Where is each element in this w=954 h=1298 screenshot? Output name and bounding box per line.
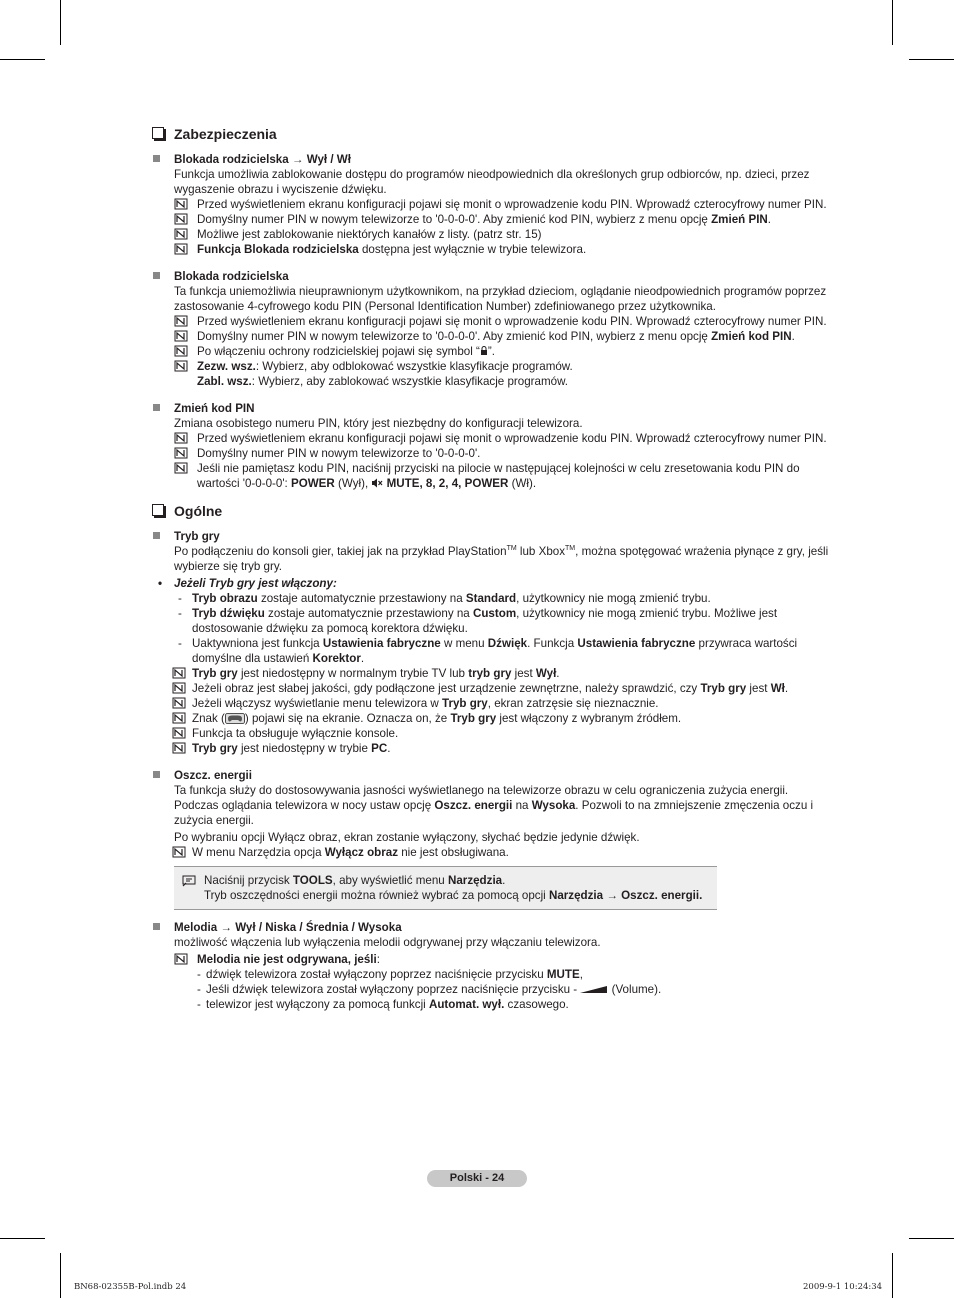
volume-icon <box>580 985 608 994</box>
note: W menu Narzędzia opcja Wyłącz obraz nie jest obsługiwana. <box>150 845 830 860</box>
note: Przed wyświetleniem ekranu konfiguracji pojawi się monit o wprowadzenie kodu PIN. Wprowadź czterocyfrowy numer PIN. <box>150 431 830 446</box>
tools-tip-box: Naciśnij przycisk TOOLS, aby wyświetlić menu Narzędzia. Tryb oszczędności energii można również wybrać za pomocą opcji Narzędzia → Oszcz. energii. <box>174 866 717 910</box>
note-icon <box>172 667 186 679</box>
lock-icon <box>480 346 488 356</box>
subsection-lock: Blokada rodzicielska <box>150 269 830 284</box>
crop-mark <box>909 59 954 60</box>
note-icon <box>174 447 188 459</box>
dash-item: - telewizor jest wyłączony za pomocą funkcji Automat. wył. czasowego. <box>197 998 569 1011</box>
dash-item: - Tryb dźwięku zostaje automatycznie przestawiony na Custom, użytkownicy nie mogą zmienić trybu. Możliwe jest dostosowanie dźwięku za pomocą korektora dźwięku. <box>178 607 778 635</box>
note: Funkcja Blokada rodzicielska dostępna jest wyłącznie w trybie telewizora. <box>150 242 830 257</box>
section-security: Zabezpieczenia <box>150 124 830 146</box>
note: Jeżeli włączysz wyświetlanie menu telewizora w Tryb gry, ekran zatrzęsie się nieznacznie. <box>150 696 830 711</box>
note: Możliwe jest zablokowanie niektórych kanałów z listy. (patrz str. 15) <box>150 227 830 242</box>
paragraph: Zmiana osobistego numeru PIN, który jest niezbędny do konfiguracji telewizora. <box>174 417 583 430</box>
subsection-lock-onoff: Blokada rodzicielska → Wył / Wł <box>150 152 830 167</box>
dash-item: - Uaktywniona jest funkcja Ustawienia fabryczne w menu Dźwięk. Funkcja Ustawienia fabryczne przywraca wartości domyślne dla ustawień Korektor. <box>178 637 798 665</box>
note: Zezw. wsz.: Wybierz, aby odblokować wszystkie klasyfikacje programów. Zabl. wsz.: Wybierz, aby zablokować wszystkie klasyfikacje programów. <box>150 359 830 389</box>
note: Po włączeniu ochrony rodzicielskiej pojawi się symbol “ ”. <box>150 344 830 359</box>
note: Znak ( ) pojawi się na ekranie. Oznacza on, że Tryb gry jest włączony z wybranym źródłem. <box>150 711 830 726</box>
note: Przed wyświetleniem ekranu konfiguracji pojawi się monit o wprowadzenie kodu PIN. Wprowadź czterocyfrowy numer PIN. <box>150 197 830 212</box>
tools-icon <box>182 875 196 887</box>
subsection-game-mode: Tryb gry <box>150 529 830 544</box>
note: Domyślny numer PIN w nowym telewizorze to '0-0-0-0'. Aby zmienić kod PIN, wybierz z menu opcję Zmień PIN. <box>150 212 830 227</box>
note-icon <box>172 727 186 739</box>
paragraph: możliwość włączenia lub wyłączenia melodii odgrywanej przy włączaniu telewizora. <box>174 936 601 949</box>
note: Melodia nie jest odgrywana, jeśli: <box>150 952 830 967</box>
crop-mark <box>0 1238 45 1239</box>
note: Domyślny numer PIN w nowym telewizorze to '0-0-0-0'. <box>150 446 830 461</box>
note-icon <box>174 345 188 357</box>
note: Funkcja ta obsługuje wyłącznie konsole. <box>150 726 830 741</box>
page-number-badge: Polski - 24 <box>427 1170 527 1187</box>
paragraph: Funkcja umożliwia zablokowanie dostępu do programów nieodpowiednich dla określonych grup odbiorców, np. dzieci, przez wygaszenie obrazu i wyciszenie dźwięku. <box>174 168 810 196</box>
gamepad-icon <box>225 713 245 724</box>
note-icon <box>174 432 188 444</box>
note-icon <box>172 846 186 858</box>
section-general: Ogólne <box>150 501 830 523</box>
note: Jeśli nie pamiętasz kodu PIN, naciśnij przyciski na pilocie w następującej kolejności w celu zresetowania kodu PIN do wartości '0-0-0-0': POWER (Wył), MUTE, 8, 2, 4, POWER (Wł). <box>150 461 830 491</box>
print-date-info: 2009-9-1 10:24:34 <box>803 1282 883 1292</box>
note: Jeżeli obraz jest słabej jakości, gdy podłączone jest urządzenie zewnętrzne, należy sprawdzić, czy Tryb gry jest Wł. <box>150 681 830 696</box>
crop-mark <box>0 59 45 60</box>
crop-mark <box>892 1253 893 1298</box>
note-icon <box>174 315 188 327</box>
note-icon <box>172 697 186 709</box>
dash-item: - dźwięk telewizora został wyłączony poprzez naciśnięcie przycisku MUTE, <box>197 968 583 981</box>
crop-mark <box>60 1253 61 1298</box>
note-icon <box>172 742 186 754</box>
paragraph: Po wybraniu opcji Wyłącz obraz, ekran zostanie wyłączony, słychać będzie jedynie dźwięk. <box>174 831 640 844</box>
note-icon <box>174 330 188 342</box>
note-icon <box>172 682 186 694</box>
paragraph: Ta funkcja służy do dostosowywania jasności wyświetlanego na telewizorze obrazu w celu ograniczenia zużycia energii. Podczas oglądania telewizora w nocy ustaw opcję Oszcz. energii na Wysoka. Pozwoli to na zmniejszenie zmęczenia oczu i zużycia energii. <box>174 784 814 827</box>
dash-item: - Tryb obrazu zostaje automatycznie przestawiony na Standard, użytkownicy nie mogą zmienić trybu. <box>178 592 711 605</box>
note: Domyślny numer PIN w nowym telewizorze to '0-0-0-0'. Aby zmienić kod PIN, wybierz z menu opcję Zmień kod PIN. <box>150 329 830 344</box>
crop-mark <box>909 1238 954 1239</box>
crop-mark <box>60 0 61 45</box>
note-icon <box>174 213 188 225</box>
note-icon <box>172 712 186 724</box>
subsection-melody: Melodia → Wył / Niska / Średnia / Wysoka <box>150 920 830 935</box>
subsection-change-pin: Zmień kod PIN <box>150 401 830 416</box>
note-icon <box>174 953 188 965</box>
paragraph: Po podłączeniu do konsoli gier, takiej jak na przykład PlayStation™ lub Xbox™, można spotęgować wrażenia płynące z gry, jeśli wybierze się tryb gry. <box>174 545 829 573</box>
mute-icon <box>371 478 383 488</box>
bullet-item: • Jeżeli Tryb gry jest włączony: <box>158 577 337 590</box>
note-icon <box>174 243 188 255</box>
note: Tryb gry jest niedostępny w normalnym trybie TV lub tryb gry jest Wył. <box>150 666 830 681</box>
note: Tryb gry jest niedostępny w trybie PC. <box>150 741 830 756</box>
note-icon <box>174 360 188 372</box>
subsection-energy: Oszcz. energii <box>150 768 830 783</box>
page-content <box>150 124 830 1012</box>
note-icon <box>174 198 188 210</box>
crop-mark <box>892 0 893 45</box>
dash-item: - Jeśli dźwięk telewizora został wyłączony poprzez naciśnięcie przycisku - (Volume). <box>197 983 662 996</box>
note-icon <box>174 462 188 474</box>
paragraph: Ta funkcja uniemożliwia nieuprawnionym użytkownikom, na przykład dzieciom, oglądanie nieodpowiednich programów poprzez zastosowanie 4-cyfrowego kodu PIN (Personal Identification Number) zdefiniowanego przez użytkownika. <box>174 285 827 313</box>
note-icon <box>174 228 188 240</box>
print-file-info: BN68-02355B-Pol.indb 24 <box>74 1282 187 1292</box>
note: Przed wyświetleniem ekranu konfiguracji pojawi się monit o wprowadzenie kodu PIN. Wprowadź czterocyfrowy numer PIN. <box>150 314 830 329</box>
